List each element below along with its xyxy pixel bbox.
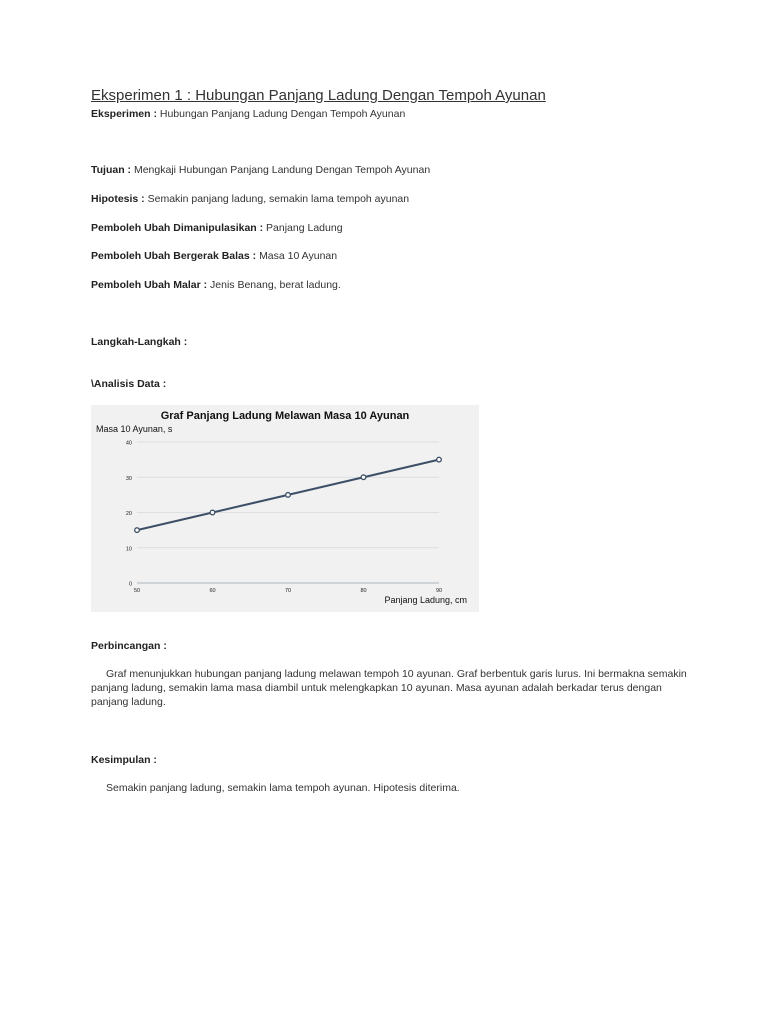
- chart-series: [135, 457, 442, 532]
- hypothesis-line: [91, 192, 409, 206]
- steps-heading-text: Langkah-Langkah :: [91, 336, 188, 348]
- fixed-variable-line: [91, 278, 341, 292]
- fixed-variable-label: Pemboleh Ubah Malar :: [91, 279, 208, 291]
- y-tick-label: 20: [125, 511, 132, 517]
- hypothesis-value: Semakin panjang ladung, semakin lama tempoh ayunan: [147, 193, 410, 205]
- discussion-heading: [91, 639, 167, 653]
- line-chart: [91, 405, 479, 612]
- y-tick-label: 0: [128, 581, 132, 588]
- aim-value: Mengkaji Hubungan Panjang Landung Dengan Tempoh Ayunan: [133, 164, 431, 176]
- conclusion-paragraph: Semakin panjang ladung, semakin lama tempoh ayunan. Hipotesis diterima.: [106, 782, 460, 794]
- responding-variable-value: Masa 10 Ayunan: [259, 250, 338, 262]
- y-tick-label: 40: [125, 440, 132, 447]
- discussion-paragraph: Graf menunjukkan hubungan panjang ladung melawan tempoh 10 ayunan. Graf berbentuk garis lurus. Ini bermakna semakin panjang ladung, semakin lama masa diambil untuk melengkapkan 10 ayunan. Masa ayunan adalah berkadar terus dengan panjang ladung.: [91, 668, 687, 708]
- analysis-heading: [91, 377, 166, 391]
- experiment-value: Hubungan Panjang Ladung Dengan Tempoh Ayunan: [159, 108, 406, 120]
- manipulated-variable-value: Panjang Ladung: [266, 222, 343, 234]
- analysis-heading-text: \Analisis Data :: [91, 378, 167, 390]
- chart-grid: [137, 442, 439, 583]
- data-point: [210, 510, 215, 515]
- aim-label: Tujuan :: [91, 164, 132, 176]
- fixed-variable-value: Jenis Benang, berat ladung.: [210, 279, 341, 291]
- y-tick-label: 10: [125, 546, 132, 553]
- manipulated-variable-label: Pemboleh Ubah Dimanipulasikan :: [91, 222, 264, 234]
- data-point: [135, 528, 140, 533]
- data-point: [286, 493, 291, 498]
- conclusion-heading-text: Kesimpulan :: [91, 754, 157, 766]
- chart-title: Graf Panjang Ladung Melawan Masa 10 Ayunan: [160, 410, 410, 422]
- hypothesis-label: Hipotesis :: [91, 193, 145, 205]
- discussion-heading-text: Perbincangan :: [91, 640, 167, 652]
- data-point: [361, 475, 366, 480]
- data-point: [437, 457, 442, 462]
- manipulated-variable-line: [91, 221, 343, 235]
- document-title: Eksperimen 1 : Hubungan Panjang Ladung Dengan Tempoh Ayunan: [91, 87, 546, 104]
- x-tick-label: 60: [209, 588, 216, 594]
- conclusion-heading: [91, 753, 157, 767]
- steps-heading: [91, 335, 187, 349]
- chart-y-axis-label: Masa 10 Ayunan, s: [96, 424, 173, 434]
- x-tick-label: 80: [360, 588, 367, 594]
- chart-x-ticks: [134, 588, 442, 594]
- x-tick-label: 70: [284, 588, 292, 594]
- responding-variable-label: Pemboleh Ubah Bergerak Balas :: [91, 250, 257, 262]
- line-chart-svg: [91, 405, 479, 612]
- x-tick-label: 90: [435, 588, 443, 594]
- responding-variable-line: [91, 249, 337, 263]
- experiment-label: Eksperimen :: [91, 108, 157, 120]
- x-tick-label: 50: [133, 588, 141, 594]
- y-tick-label: 30: [125, 475, 132, 482]
- chart-x-axis-label: Panjang Ladung, cm: [384, 595, 467, 605]
- aim-line: [91, 163, 430, 177]
- experiment-line: [91, 107, 405, 121]
- chart-y-ticks: [126, 441, 132, 588]
